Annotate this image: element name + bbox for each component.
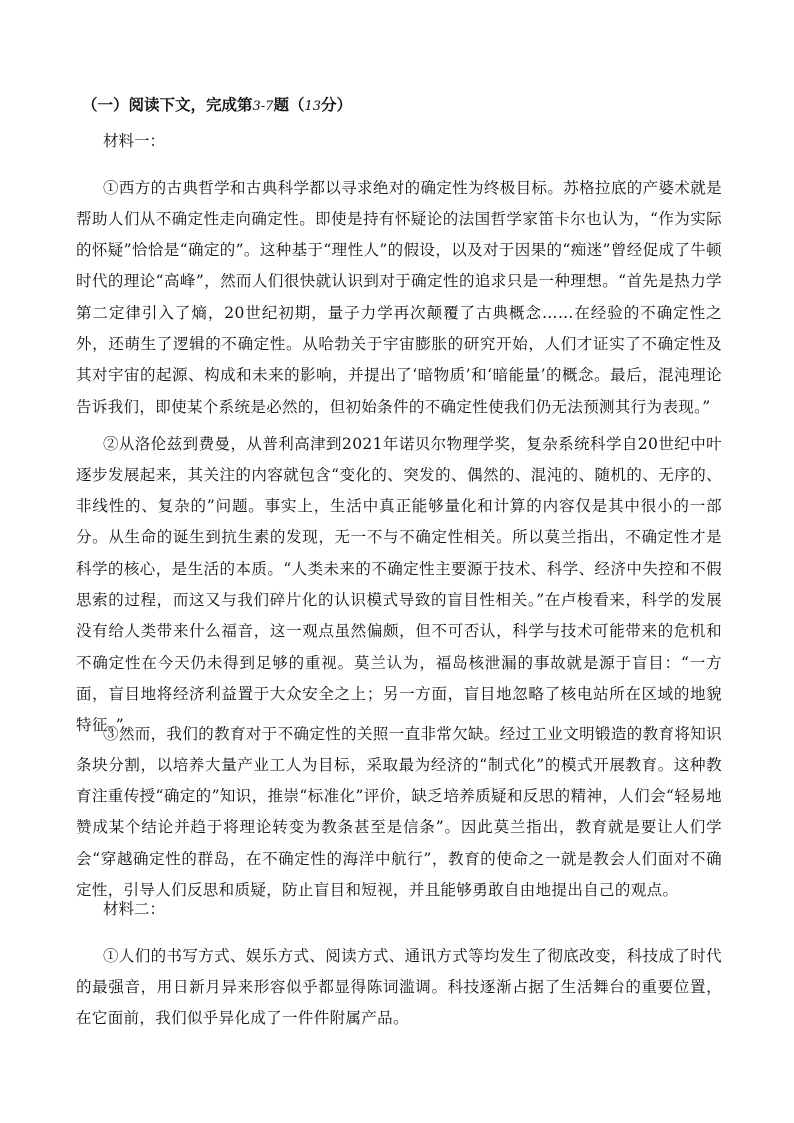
material-one-paragraph-2: ②从洛伦兹到费曼，从普利高津到2021年诺贝尔物理学奖，复杂系统科学自20世纪中叶逐步发展起来，其关注的内容就包含“变化的、突发的、偶然的、混沌的、随机的、无序的、非线性的、复杂的”问题。事实上，生活中真正能够量化和计算的内容仅是其中很小的一部分。从生命的诞生到抗生素的发现，无一不与不确定性相关。所以莫兰指出，不确定性才是科学的核心，是生活的本质。“人类未来的不确定性主要源于技术、科学、经济中失控和不假思索的过程，而这又与我们碎片化的认识模式导致的盲目性相关。”在卢梭看来，科学的发展没有给人类带来什么福音，这一观点虽然偏颇，但不可否认，科学与技术可能带来的危机和不确定性在今天仍未得到足够的重视。莫兰认为，福岛核泄漏的事故就是源于盲目：“一方面，盲目地将经济利益置于大众安全之上；另一方面，盲目地忽略了核电站所在区域的地貌特征。”	[76, 434, 722, 735]
material-one-label: 材料一：	[103, 132, 166, 150]
heading-mid: 题（	[273, 96, 305, 114]
heading-question-range: 3-7	[252, 99, 274, 114]
heading-suffix: 分）	[321, 96, 353, 114]
section-heading	[82, 94, 722, 118]
material-one-paragraph-1: ①西方的古典哲学和古典科学都以寻求绝对的确定性为终极目标。苏格拉底的产婆术就是帮助人们从不确定性走向确定性。即使是持有怀疑论的法国哲学家笛卡尔也认为，“作为实际的怀疑”恰恰是“确定的”。这种基于“理性人”的假设，以及对于因果的“痴迷”曾经促成了牛顿时代的理论“高峰”，然而人们很快就认识到对于确定性的追求只是一种理想。“首先是热力学第二定律引入了熵，20世纪初期，量子力学再次颠覆了古典概念……在经验的不确定性之外，还萌生了逻辑的不确定性。从哈勃关于宇宙膨胀的研究开始，人们才证实了不确定性及其对宇宙的起源、构成和未来的影响，并提出了‘暗物质’和‘暗能量’的概念。最后，混沌理论告诉我们，即使某个系统是必然的，但初始条件的不确定性使我们仍无法预测其行为表现。”	[76, 178, 722, 416]
material-two-label: 材料二：	[103, 900, 166, 918]
material-one-paragraph-3: ③然而，我们的教育对于不确定性的关照一直非常欠缺。经过工业文明锻造的教育将知识条块分割，以培养大量产业工人为目标，采取最为经济的“制式化”的模式开展教育。这种教育注重传授“确定的”知识，推崇“标准化”评价，缺乏培养质疑和反思的精神，人们会“轻易地赞成某个结论并趋于将理论转变为教条甚至是信条”。因此莫兰指出，教育就是要让人们学会“穿越确定性的群岛，在不确定性的海洋中航行”，教育的使命之一就是教会人们面对不确定性，引导人们反思和质疑，防止盲目和短视，并且能够勇敢自由地提出自己的观点。	[76, 724, 722, 899]
material-two-paragraph-1: ①人们的书写方式、娱乐方式、阅读方式、通讯方式等均发生了彻底改变，科技成了时代的最强音，用日新月异来形容似乎都显得陈词滥调。科技逐渐占据了生活舞台的重要位置，在它面前，我们似乎异化成了一件件附属产品。	[76, 946, 722, 1028]
heading-points: 13	[304, 99, 322, 114]
heading-prefix: （一）阅读下文，完成第	[82, 96, 253, 114]
